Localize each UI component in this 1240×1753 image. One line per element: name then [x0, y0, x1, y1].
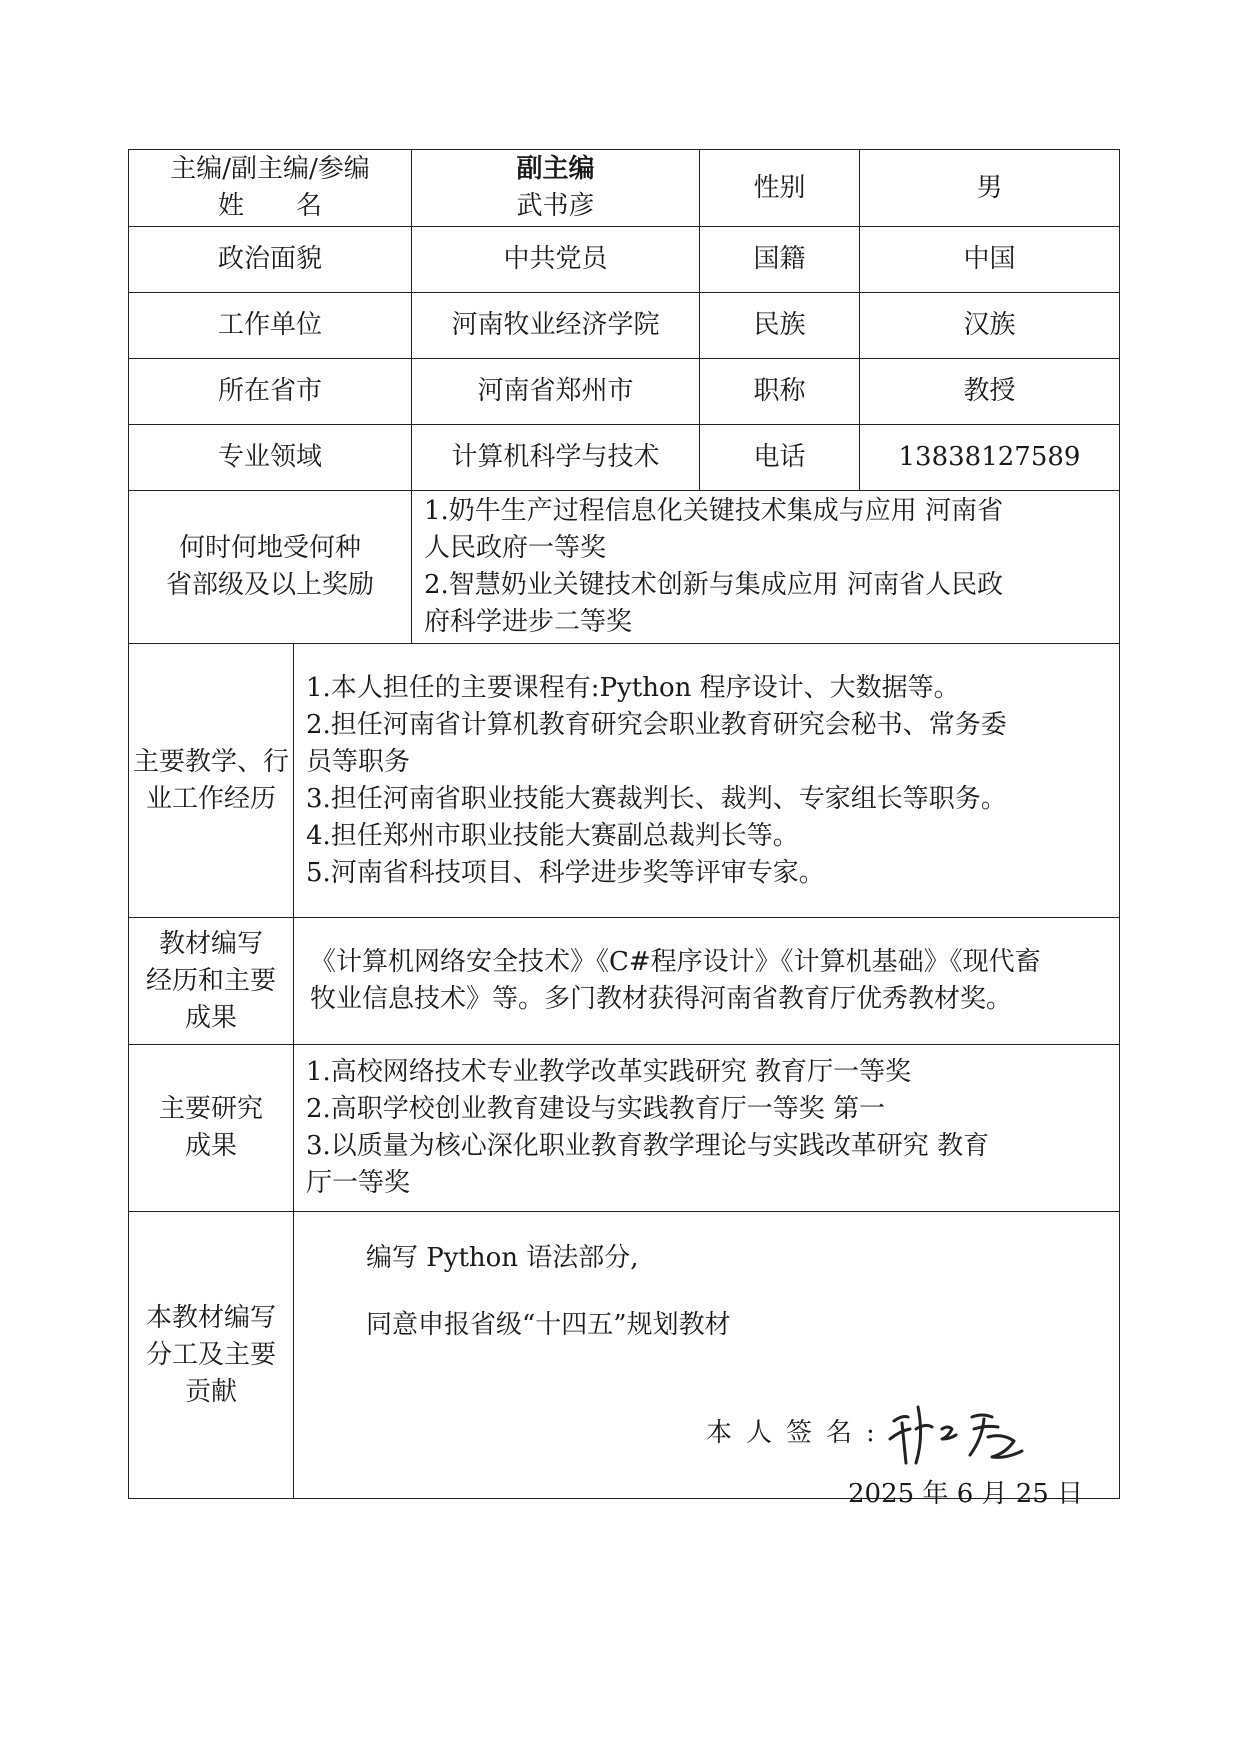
row-textbooks — [129, 918, 1120, 1045]
textbooks-label-line: 经历和主要 — [145, 965, 276, 996]
role-name-value — [412, 150, 700, 227]
contribution-label-line: 本教材编写 — [145, 1302, 276, 1333]
research-line: 厅一等奖 — [306, 1168, 411, 1198]
role-value: 副主编 — [516, 154, 595, 184]
row-location — [129, 359, 1120, 425]
location-label: 所在省市 — [129, 359, 412, 425]
textbooks-label — [129, 918, 294, 1045]
awards-line: 1.奶牛生产过程信息化关键技术集成与应用 河南省 — [424, 496, 1004, 526]
row-field — [129, 425, 1120, 491]
row-political — [129, 227, 1120, 293]
textbooks-label-line: 成果 — [184, 1002, 237, 1033]
contribution-label-line: 分工及主要 — [145, 1339, 276, 1370]
experience-line: 1.本人担任的主要课程有:Python 程序设计、大数据等。 — [306, 672, 960, 703]
awards-label-line: 何时何地受何种 — [178, 533, 361, 563]
role-name-label — [129, 150, 412, 227]
political-value: 中共党员 — [412, 227, 700, 293]
row-employer — [129, 293, 1120, 359]
signature-date: 2025 年 6 月 25 日 — [848, 1479, 1084, 1509]
experience-line: 2.担任河南省计算机教育研究会职业教育研究会秘书、常务委 — [306, 709, 1007, 740]
awards-content — [412, 491, 1120, 644]
research-line: 3.以质量为核心深化职业教育教学理论与实践改革研究 教育 — [306, 1131, 990, 1161]
title-label: 职称 — [700, 359, 860, 425]
awards-label — [129, 491, 412, 644]
experience-line: 4.担任郑州市职业技能大赛副总裁判长等。 — [306, 820, 799, 851]
row-contribution — [129, 1212, 1120, 1499]
textbooks-label-line: 教材编写 — [158, 928, 263, 959]
experience-label — [129, 644, 294, 918]
gender-label: 性别 — [700, 150, 860, 227]
handwritten-signature — [884, 1399, 1034, 1469]
awards-line: 府科学进步二等奖 — [424, 607, 633, 637]
row-experience — [129, 644, 1120, 918]
experience-line: 3.担任河南省职业技能大赛裁判长、裁判、专家组长等职务。 — [306, 783, 1007, 814]
contribution-line: 同意申报省级“十四五”规划教材 — [366, 1310, 731, 1340]
research-label — [129, 1045, 294, 1212]
phone-label: 电话 — [700, 425, 860, 491]
contribution-line: 编写 Python 语法部分, — [366, 1243, 639, 1273]
employer-label: 工作单位 — [129, 293, 412, 359]
application-form-table — [128, 149, 1120, 1509]
ethnicity-label: 民族 — [700, 293, 860, 359]
field-label: 专业领域 — [129, 425, 412, 491]
textbooks-line: 牧业信息技术》等。多门教材获得河南省教育厅优秀教材奖。 — [310, 984, 1013, 1014]
experience-content — [294, 644, 1120, 918]
phone-value: 13838127589 — [860, 425, 1120, 491]
research-line: 2.高职学校创业教育建设与实践教育厅一等奖 第一 — [306, 1094, 886, 1124]
textbooks-line: 《计算机网络安全技术》《C#程序设计》《计算机基础》《现代畜 — [310, 947, 1041, 977]
ethnicity-value: 汉族 — [860, 293, 1120, 359]
experience-label-line: 主要教学、行 — [132, 746, 289, 777]
name-label: 姓 名 — [217, 191, 322, 221]
research-line: 1.高校网络技术专业教学改革实践研究 教育厅一等奖 — [306, 1057, 912, 1087]
name-value: 武书彦 — [516, 191, 595, 221]
nationality-label: 国籍 — [700, 227, 860, 293]
field-value: 计算机科学与技术 — [412, 425, 700, 491]
experience-label-line: 业工作经历 — [145, 783, 276, 814]
employer-value: 河南牧业经济学院 — [412, 293, 700, 359]
contribution-content — [294, 1212, 1120, 1509]
political-label: 政治面貌 — [129, 227, 412, 293]
textbooks-content — [294, 918, 1120, 1045]
contribution-label-line: 贡献 — [184, 1376, 237, 1407]
contribution-label — [129, 1212, 294, 1499]
research-label-line: 成果 — [184, 1131, 237, 1161]
experience-line: 员等职务 — [306, 746, 411, 777]
title-value: 教授 — [860, 359, 1120, 425]
nationality-value: 中国 — [860, 227, 1120, 293]
signature-label: 本人签名: — [706, 1418, 889, 1448]
awards-label-line: 省部级及以上奖励 — [165, 570, 374, 600]
research-content — [294, 1045, 1120, 1212]
row-awards — [129, 491, 1120, 644]
gender-value: 男 — [860, 150, 1120, 227]
awards-line: 人民政府一等奖 — [424, 533, 607, 563]
research-label-line: 主要研究 — [158, 1094, 263, 1124]
location-value: 河南省郑州市 — [412, 359, 700, 425]
experience-line: 5.河南省科技项目、科学进步奖等评审专家。 — [306, 857, 825, 888]
role-label: 主编/副主编/参编 — [170, 154, 370, 184]
row-research — [129, 1045, 1120, 1212]
row-name — [129, 150, 1120, 227]
awards-line: 2.智慧奶业关键技术创新与集成应用 河南省人民政 — [424, 570, 1004, 600]
